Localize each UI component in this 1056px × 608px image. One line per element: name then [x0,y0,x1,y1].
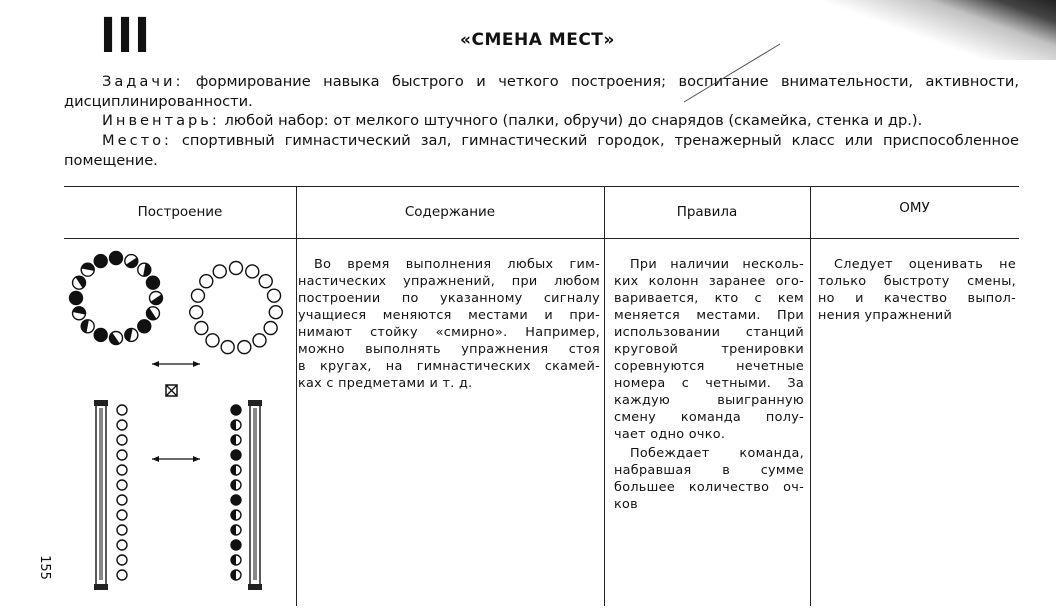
player-marker [231,420,241,430]
player-marker [253,334,266,347]
column-right [231,405,241,580]
player-marker [146,307,159,320]
text-line: смену команда полу- [614,410,804,425]
content-text [298,256,600,392]
text-line: нения упражнений [818,308,953,323]
rules-cell [614,256,804,513]
inventory-label: Инвентарь: [102,112,220,129]
player-marker [117,555,127,565]
exchange-arrow-top [152,361,200,367]
text-line: ках с предметами и т. д. [298,376,473,391]
player-marker [200,275,213,288]
player-marker [231,510,241,520]
player-marker [238,341,251,354]
player-marker [268,289,281,302]
text-line: чает одно очко. [614,427,726,442]
place-text: спортивный гимнастический зал, гимнастический городок, тренажерный класс или приспособленное помещение. [64,132,1019,169]
table-header-border [64,238,1019,239]
text-line: только быстроту смены, [818,274,1016,289]
player-marker [259,275,272,288]
circle-formation-left [70,252,163,345]
player-marker [264,322,277,335]
player-marker [117,525,127,535]
column-left [117,405,127,580]
inventory-paragraph [64,111,1019,131]
table-top-border [64,186,1019,187]
player-marker [213,265,226,278]
player-marker [221,341,234,354]
game-title: «СМЕНА МЕСТ» [460,30,615,50]
player-marker [231,435,241,445]
text-line: номера с четными. За [614,376,804,391]
place-label: Место: [102,132,172,149]
text-line: можно выполнять упражнения стоя [298,342,600,357]
page-number: 155 [36,555,52,580]
text-line: построении по указанному сигналу [298,291,600,306]
player-marker [231,450,241,460]
player-marker [125,255,138,268]
tasks-paragraph [64,72,1019,111]
player-marker [231,570,241,580]
column-divider-2 [604,186,605,606]
player-marker [138,263,151,276]
omu-text [818,256,1016,324]
player-marker [81,320,94,333]
bench-right [248,400,262,590]
player-marker [117,480,127,490]
player-marker [246,265,259,278]
text-line: ких колонн заранее ого- [614,274,804,289]
player-marker [190,306,203,319]
text-line: ков [614,497,639,512]
tasks-label: Задачи: [102,73,184,90]
player-marker [146,276,159,289]
column-divider-3 [810,186,811,606]
text-line: круговой тренировки [614,342,804,357]
player-marker [269,306,282,319]
player-marker [195,322,208,335]
exchange-arrow-bottom [152,456,200,462]
player-marker [231,405,241,415]
player-marker [150,292,163,305]
pencil-mark [680,40,790,110]
player-marker [110,252,123,265]
player-marker [231,525,241,535]
player-marker [138,320,151,333]
text-line: Побеждает команда, [630,446,804,461]
omu-cell [818,256,1016,324]
text-line: настических упражнений, при любом [298,274,600,289]
text-line: Следует оценивать не [834,257,1016,272]
player-marker [117,510,127,520]
text-line: При наличии несколь- [630,257,804,272]
signal-icon [166,385,177,396]
text-line: большее количество оч- [614,480,804,495]
text-line: нимают стойку «смирно». Например, [298,325,600,340]
player-marker [81,263,94,276]
header-rules: Правила [676,204,738,220]
player-marker [117,540,127,550]
header-content: Содержание [404,204,496,220]
rules-paragraph-1 [614,256,804,443]
player-marker [110,332,123,345]
header-omu: ОМУ [899,200,930,216]
text-line: соревнуются нечетные [614,359,804,374]
text-line: каждую выигранную [614,393,804,408]
player-marker [117,450,127,460]
player-marker [231,540,241,550]
player-marker [231,555,241,565]
player-marker [191,289,204,302]
header-formation: Построение [137,204,223,220]
text-line: набравшая в сумме [614,463,804,478]
place-paragraph [64,131,1019,170]
tasks-text: формирование навыка быстрого и четкого построения; воспитание внимательности, активности, дисциплинированности. [64,73,1019,110]
rules-paragraph-2 [614,445,804,513]
column-divider-1 [296,186,297,606]
text-line: учащиеся меняются местами и при- [298,308,600,323]
text-line: меняется местами. При [614,308,804,323]
content-cell [298,256,600,392]
player-marker [117,570,127,580]
circle-formation-right [190,262,283,354]
player-marker [117,465,127,475]
text-line: в кругах, на гимнастических скамей- [298,359,600,374]
player-marker [230,262,243,275]
player-marker [73,307,86,320]
player-marker [117,420,127,430]
player-marker [73,276,86,289]
player-marker [125,328,138,341]
bench-left [94,400,108,590]
player-marker [117,435,127,445]
player-marker [117,495,127,505]
formation-diagram [60,240,294,600]
player-marker [94,328,107,341]
player-marker [94,255,107,268]
game-number: III [100,8,151,64]
player-marker [206,334,219,347]
player-marker [231,495,241,505]
text-line: но и качество выпол- [818,291,1016,306]
player-marker [231,480,241,490]
text-line: Во время выполнения любых гим- [314,257,600,272]
player-marker [231,465,241,475]
text-line: использовании станций [614,325,804,340]
player-marker [117,405,127,415]
inventory-text: любой набор: от мелкого штучного (палки, обручи) до снарядов (скамейка, стенка и др.). [219,112,923,129]
player-marker [70,292,83,305]
text-line: варивается, кто с кем [614,291,804,306]
